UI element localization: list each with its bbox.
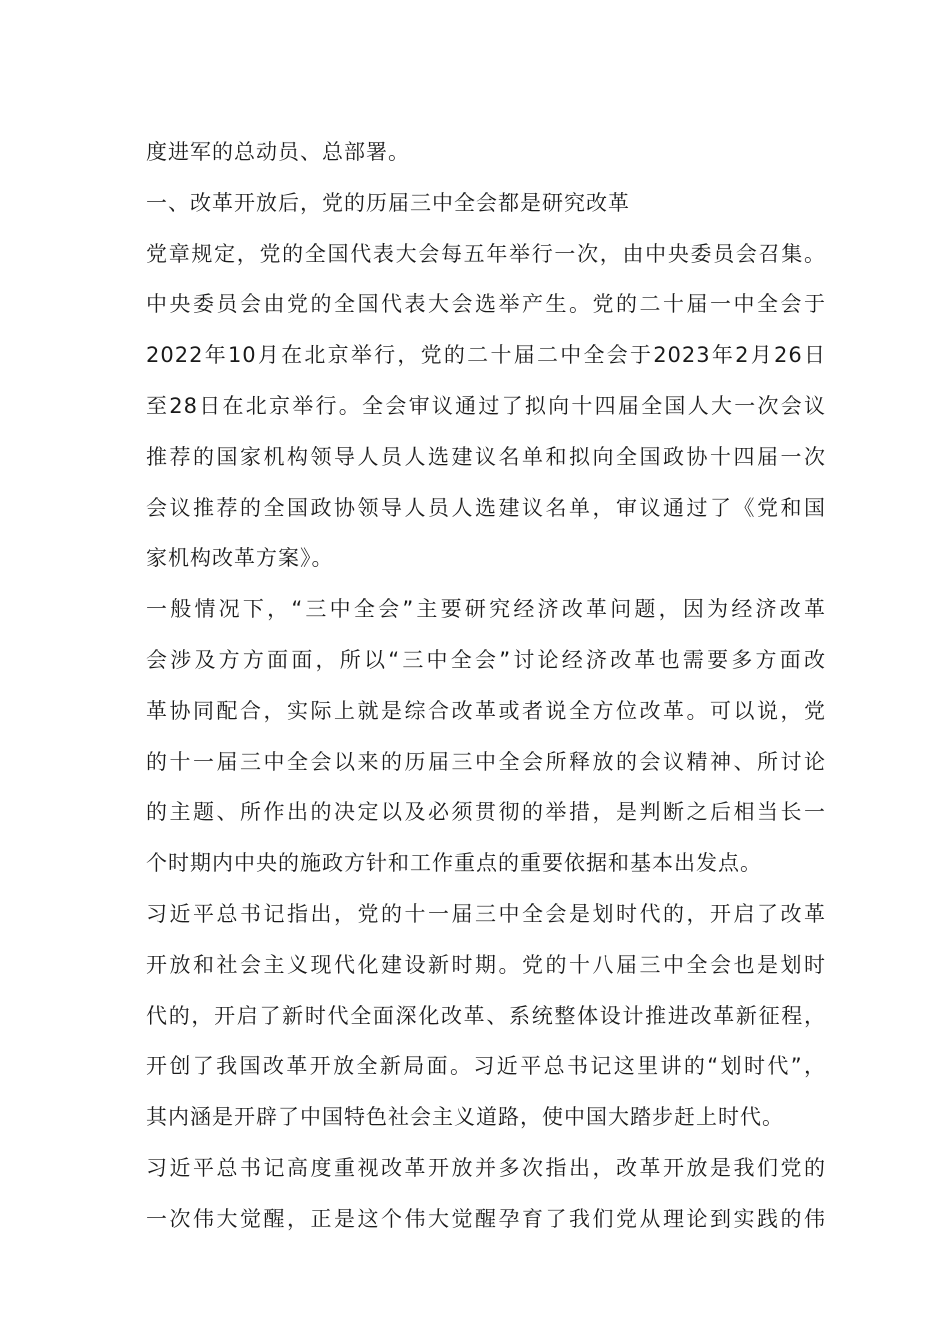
text-line: 代的，开启了新时代全面深化改革、系统整体设计推进改革新征程，: [146, 1003, 826, 1028]
text-line: 习近平总书记高度重视改革开放并多次指出，改革开放是我们党的: [146, 1155, 826, 1180]
text-line: 度进军的总动员、总部署。: [146, 140, 410, 164]
text-line: 的十一届三中全会以来的历届三中全会所释放的会议精神、所讨论: [146, 749, 826, 774]
text-line: 其内涵是开辟了中国特色社会主义道路，使中国大踏步赶上时代。: [146, 1105, 784, 1130]
text-line: 至28日在北京举行。全会审议通过了拟向十四届全国人大一次会议: [146, 393, 826, 418]
text-line: 会涉及方方面面，所以“三中全会”讨论经济改革也需要多方面改: [146, 647, 826, 672]
text-line: 一次伟大觉醒，正是这个伟大觉醒孕育了我们党从理论到实践的伟: [146, 1206, 826, 1231]
text-line: 党章规定，党的全国代表大会每五年举行一次，由中央委员会召集。: [146, 241, 826, 266]
text-line: 2022年10月在北京举行，党的二十届二中全会于2023年2月26日: [146, 343, 826, 368]
text-line: 的主题、所作出的决定以及必须贯彻的举措，是判断之后相当长一: [146, 800, 826, 825]
text-line: 习近平总书记指出，党的十一届三中全会是划时代的，开启了改革: [146, 901, 826, 926]
text-line: 革协同配合，实际上就是综合改革或者说全方位改革。可以说，党: [146, 698, 826, 723]
text-line: 一般情况下，“三中全会”主要研究经济改革问题，因为经济改革: [146, 597, 826, 622]
text-line: 推荐的国家机构领导人员人选建议名单和拟向全国政协十四届一次: [146, 444, 826, 469]
section-heading: 一、改革开放后，党的历届三中全会都是研究改革: [146, 190, 630, 215]
text-line: 开放和社会主义现代化建设新时期。党的十八届三中全会也是划时: [146, 952, 826, 977]
text-line: 家机构改革方案》。: [146, 546, 334, 571]
text-line: 会议推荐的全国政协领导人员人选建议名单，审议通过了《党和国: [146, 495, 826, 520]
text-line: 中央委员会由党的全国代表大会选举产生。党的二十届一中全会于: [146, 292, 826, 317]
text-line: 个时期内中央的施政方针和工作重点的重要依据和基本出发点。: [146, 851, 762, 876]
text-line: 开创了我国改革开放全新局面。习近平总书记这里讲的“划时代”，: [146, 1054, 826, 1079]
body-text: [146, 134, 826, 1252]
